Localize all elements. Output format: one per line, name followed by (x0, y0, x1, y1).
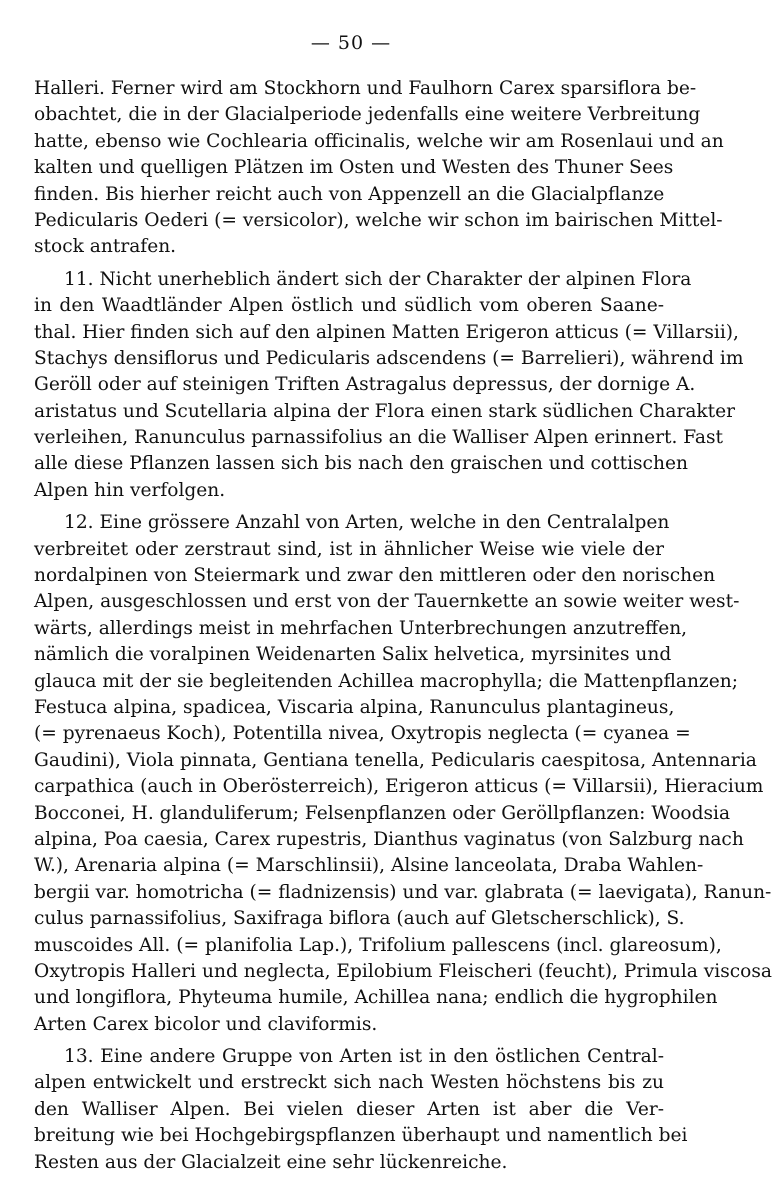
text-line: hatte, ebenso wie Cochlearia officinalis, welche wir am Rosenlaui und an (34, 130, 724, 152)
text-line: thal. Hier finden sich auf den alpinen Matten Erigeron atticus (= Villarsii), (34, 321, 739, 343)
text-line: Stachys densiflorus und Pedicularis adscendens (= Barrelieri), während im (34, 347, 744, 369)
text-line: wärts, allerdings meist in mehrfachen Unterbrechungen anzutreffen, (34, 617, 688, 639)
text-line: nordalpinen von Steiermark und zwar den mittleren oder den norischen (34, 565, 716, 587)
text-line: Geröll oder auf steinigen Triften Astragalus depressus, der dornige A. (34, 374, 696, 396)
text-line: Oxytropis Halleri und neglecta, Epilobium Fleischeri (feucht), Primula viscosa (34, 960, 772, 982)
text-line: Arten Carex bicolor und claviformis. (34, 1013, 378, 1035)
text-line: (= pyrenaeus Koch), Potentilla nivea, Oxytropis neglecta (= cyanea = (34, 723, 691, 745)
text-line: in den Waadtländer Alpen östlich und südlich vom oberen Saane- (34, 295, 664, 317)
text-line: Festuca alpina, spadicea, Viscaria alpina, Ranunculus plantagineus, (34, 696, 675, 718)
text-line: Pedicularis Oederi (= versicolor), welche wir schon im bairischen Mittel- (34, 209, 723, 231)
text-line: aristatus und Scutellaria alpina der Flora einen stark südlichen Charakter (34, 400, 736, 422)
page-number: — 50 — (310, 32, 392, 54)
text-line: kalten und quelligen Plätzen im Osten und Westen des Thuner Sees (34, 157, 674, 179)
text-line: Halleri. Ferner wird am Stockhorn und Faulhorn Carex sparsiflora be- (34, 78, 697, 99)
text-line: Resten aus der Glacialzeit eine sehr lückenreiche. (34, 1151, 508, 1173)
text-line: bergii var. homotricha (= fladnizensis) und var. glabrata (= laevigata), Ranun- (34, 881, 772, 903)
text-line: culus parnassifolius, Saxifraga biflora (auch auf Gletscherschlick), S. (34, 908, 685, 930)
text-line: W.), Arenaria alpina (= Marschlinsii), Alsine lanceolata, Draba Wahlen- (34, 855, 704, 877)
body-text (34, 76, 772, 1176)
text-line: alpen entwickelt und erstreckt sich nach Westen höchstens bis zu (34, 1072, 664, 1094)
text-line: und longiflora, Phyteuma humile, Achillea nana; endlich die hygrophilen (34, 987, 718, 1009)
text-line: breitung wie bei Hochgebirgspflanzen überhaupt und namentlich bei (34, 1125, 688, 1147)
text-line: glauca mit der sie begleitenden Achillea macrophylla; die Mattenpflanzen; (34, 670, 738, 692)
text-line: nämlich die voralpinen Weidenarten Salix helvetica, myrsinites und (34, 644, 672, 666)
text-line: alle diese Pflanzen lassen sich bis nach den graischen und cottischen (34, 453, 688, 475)
text-line: 12. Eine grössere Anzahl von Arten, welche in den Centralalpen (64, 512, 670, 534)
text-line: 11. Nicht unerheblich ändert sich der Charakter der alpinen Flora (64, 268, 692, 290)
text-line: obachtet, die in der Glacialperiode jedenfalls eine weitere Verbreitung (34, 104, 701, 126)
text-line: carpathica (auch in Oberösterreich), Erigeron atticus (= Villarsii), Hieracium (34, 776, 764, 798)
text-line: Alpen, ausgeschlossen und erst von der Tauernkette an sowie weiter west- (34, 591, 740, 613)
text-line: den Walliser Alpen. Bei vielen dieser Arten ist aber die Ver- (34, 1098, 664, 1120)
text-line: finden. Bis hierher reicht auch von Appenzell an die Glacialpflanze (34, 183, 665, 205)
text-line: 13. Eine andere Gruppe von Arten ist in den östlichen Central- (64, 1046, 664, 1068)
text-line: muscoides All. (= planifolia Lap.), Trifolium pallescens (incl. glareosum), (34, 934, 722, 956)
text-line: verleihen, Ranunculus parnassifolius an die Walliser Alpen erinnert. Fast (34, 427, 724, 449)
text-line: verbreitet oder zerstraut sind, ist in ähnlicher Weise wie viele der (34, 538, 664, 560)
text-line: Alpen hin verfolgen. (34, 479, 226, 501)
text-line: Bocconei, H. glanduliferum; Felsenpflanzen oder Geröllpflanzen: Woodsia (34, 802, 731, 824)
text-line: stock antrafen. (34, 236, 177, 258)
text-line: Gaudini), Viola pinnata, Gentiana tenella, Pedicularis caespitosa, Antennaria (34, 749, 757, 771)
text-line: alpina, Poa caesia, Carex rupestris, Dianthus vaginatus (von Salzburg nach (34, 828, 744, 850)
